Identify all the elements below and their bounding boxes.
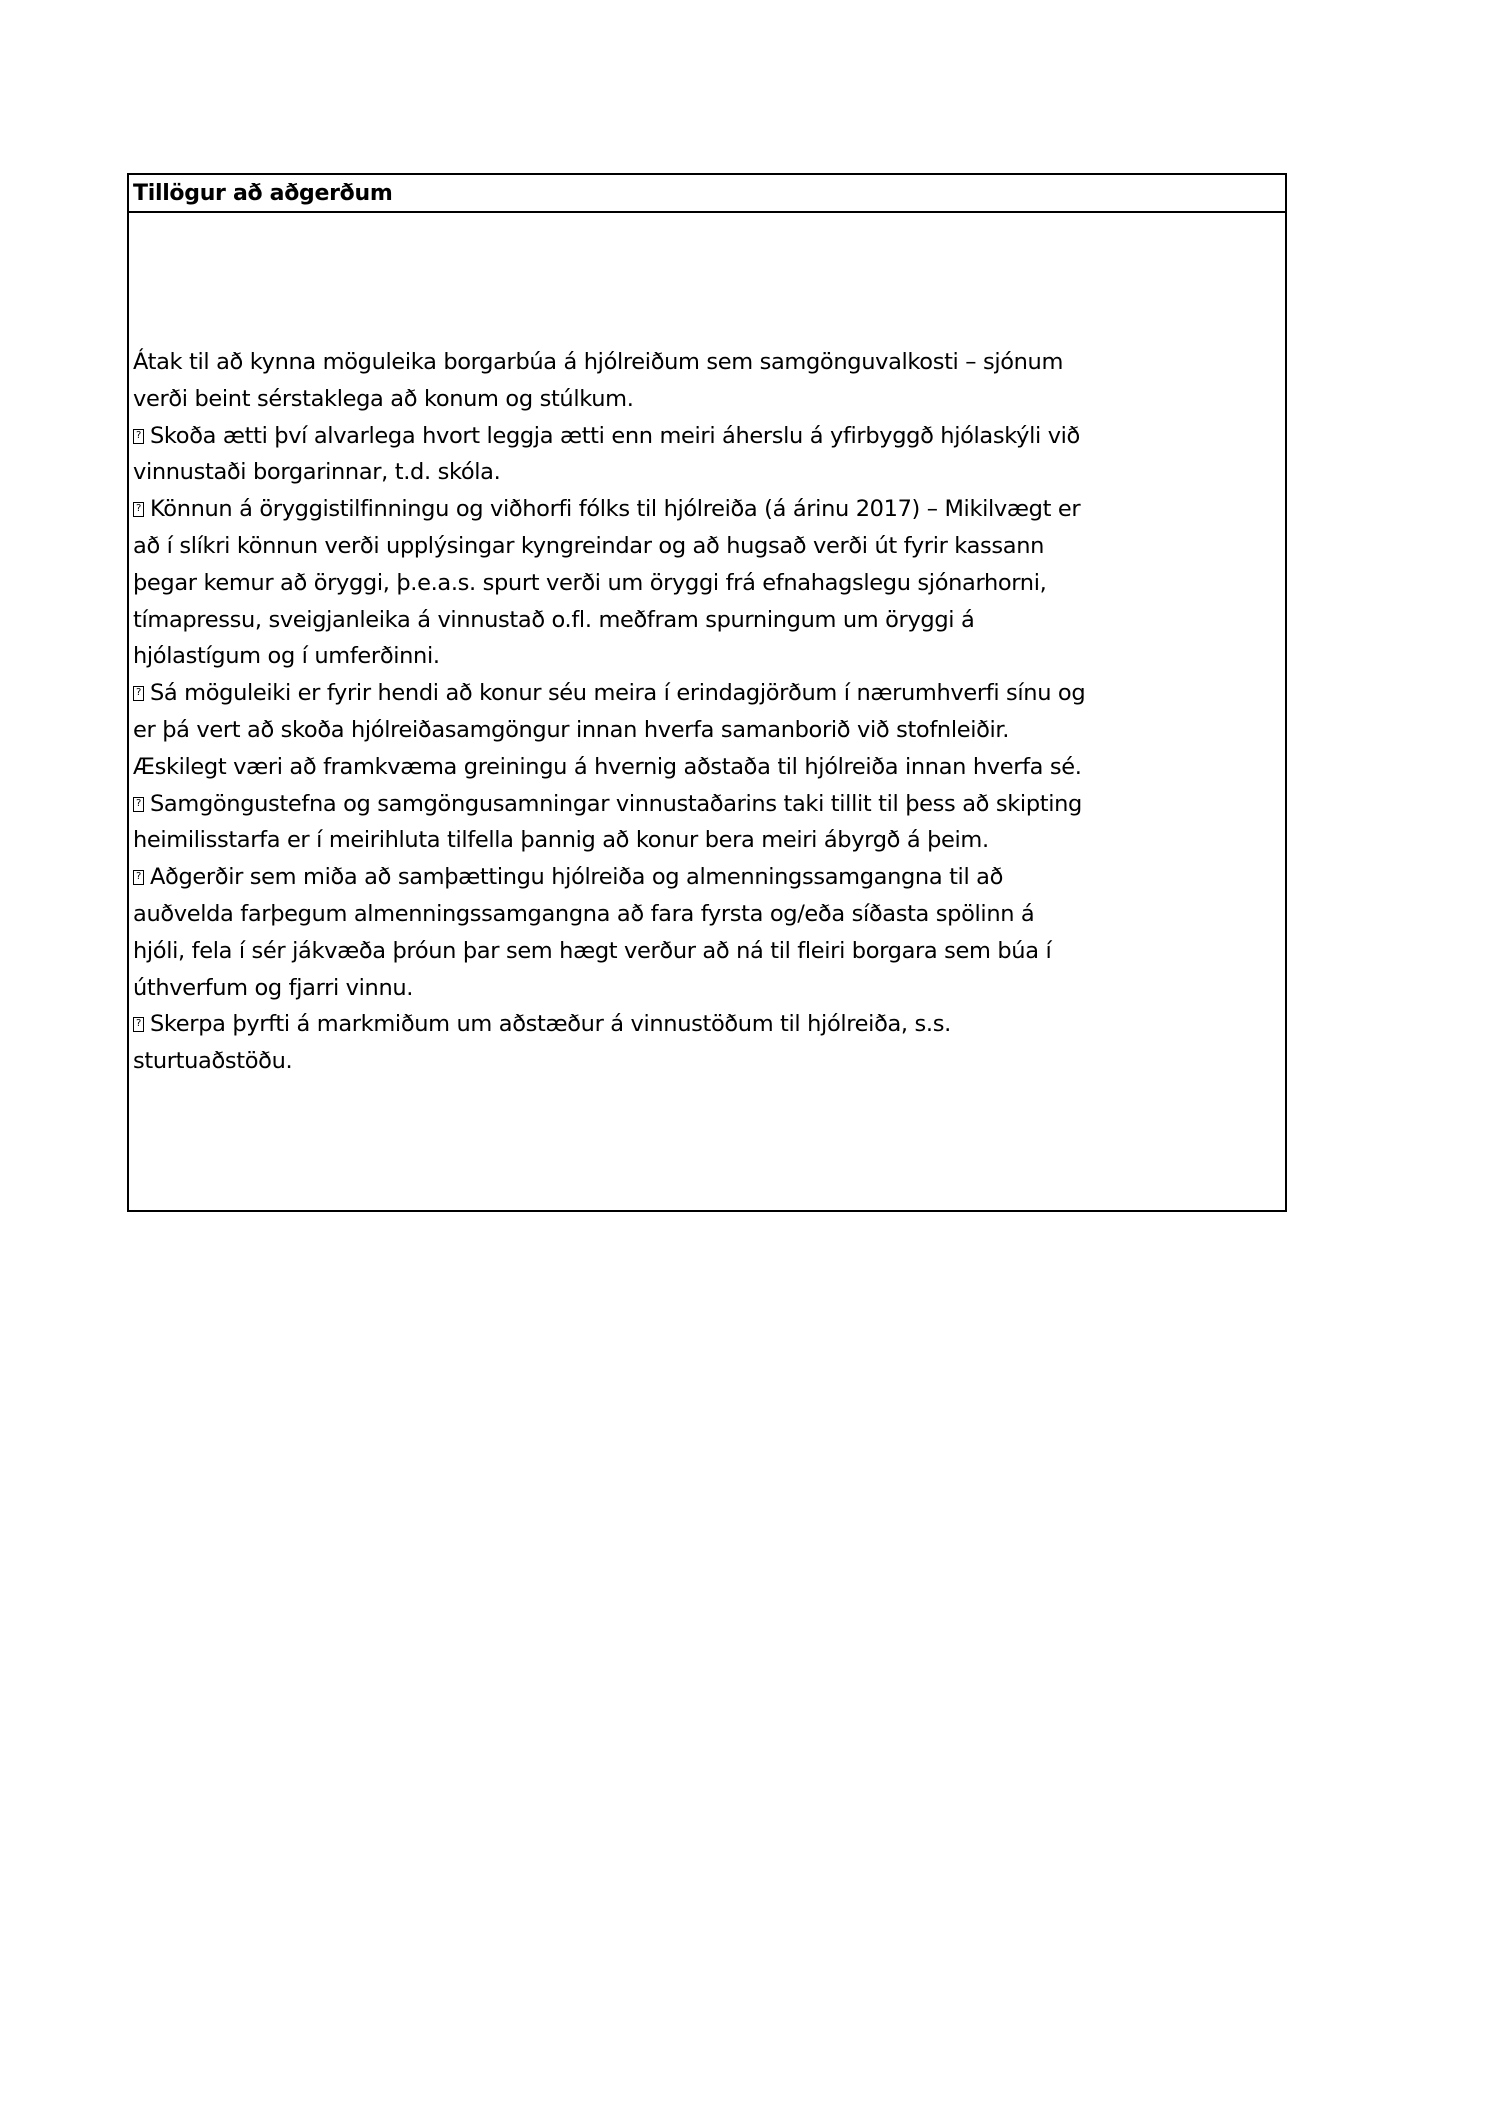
text-line xyxy=(133,491,1263,528)
missing-glyph-bullet-icon xyxy=(133,686,144,701)
table-body-cell xyxy=(129,213,1285,1211)
text-line xyxy=(133,381,1263,418)
text-line xyxy=(133,344,1263,381)
line-text: heimilisstarfa er í meirihluta tilfella þannig að konur bera meiri ábyrgð á þeim. xyxy=(133,827,989,854)
missing-glyph-bullet-icon xyxy=(133,1017,144,1032)
line-text: Aðgerðir sem miða að samþættingu hjólreiða og almenningssamgangna til að xyxy=(150,864,1004,891)
line-text: Átak til að kynna möguleika borgarbúa á hjólreiðum sem samgönguvalkosti – sjónum xyxy=(133,349,1064,375)
line-text: Könnun á öryggistilfinningu og viðhorfi fólks til hjólreiða (á árinu 2017) – Mikilvægt er xyxy=(150,496,1081,523)
line-text: vinnustaði borgarinnar, t.d. skóla. xyxy=(133,459,501,486)
text-line xyxy=(133,565,1263,602)
table-header-title: Tillögur að aðgerðum xyxy=(133,180,393,206)
proposals-text xyxy=(133,344,1263,1080)
line-text: Æskilegt væri að framkvæma greiningu á hvernig aðstaða til hjólreiða innan hverfa sé. xyxy=(133,753,1082,780)
line-text: verði beint sérstaklega að konum og stúlkum. xyxy=(133,385,634,412)
text-line xyxy=(133,859,1263,896)
line-text: hjólastígum og í umferðinni. xyxy=(133,643,440,670)
text-line xyxy=(133,822,1263,859)
line-text: þegar kemur að öryggi, þ.e.a.s. spurt verði um öryggi frá efnahagslegu sjónarhorni, xyxy=(133,569,1047,596)
missing-glyph-bullet-icon xyxy=(133,429,144,444)
text-line xyxy=(133,454,1263,491)
missing-glyph-bullet-icon xyxy=(133,870,144,885)
text-line xyxy=(133,1043,1263,1080)
line-text: Sá möguleiki er fyrir hendi að konur séu meira í erindagjörðum í nærumhverfi sínu og xyxy=(150,680,1086,707)
line-text: Skerpa þyrfti á markmiðum um aðstæður á vinnustöðum til hjólreiða, s.s. xyxy=(150,1011,951,1038)
text-line xyxy=(133,896,1263,933)
text-line xyxy=(133,786,1263,823)
line-text: hjóli, fela í sér jákvæða þróun þar sem hægt verður að ná til fleiri borgara sem búa í xyxy=(133,937,1052,964)
text-line xyxy=(133,638,1263,675)
text-line xyxy=(133,712,1263,749)
text-line xyxy=(133,602,1263,639)
line-text: Skoða ætti því alvarlega hvort leggja ætti enn meiri áherslu á yfirbyggð hjólaskýli við xyxy=(150,422,1080,449)
line-text: tímapressu, sveigjanleika á vinnustað o.fl. meðfram spurningum um öryggi á xyxy=(133,606,975,633)
missing-glyph-bullet-icon xyxy=(133,502,144,517)
text-line xyxy=(133,933,1263,970)
text-line xyxy=(133,749,1263,786)
proposals-table xyxy=(127,173,1287,1212)
text-line xyxy=(133,675,1263,712)
line-text: sturtuaðstöðu. xyxy=(133,1048,293,1075)
line-text: auðvelda farþegum almenningssamgangna að fara fyrsta og/eða síðasta spölinn á xyxy=(133,900,1035,927)
line-text: úthverfum og fjarri vinnu. xyxy=(133,974,414,1001)
text-line xyxy=(133,970,1263,1007)
line-text: er þá vert að skoða hjólreiðasamgöngur innan hverfa samanborið við stofnleiðir. xyxy=(133,716,1010,743)
table-header-cell xyxy=(129,175,1285,213)
text-line xyxy=(133,528,1263,565)
line-text: að í slíkri könnun verði upplýsingar kyngreindar og að hugsað verði út fyrir kassann xyxy=(133,532,1045,559)
text-line xyxy=(133,418,1263,455)
text-line xyxy=(133,1006,1263,1043)
line-text: Samgöngustefna og samgöngusamningar vinnustaðarins taki tillit til þess að skipting xyxy=(150,790,1082,817)
missing-glyph-bullet-icon xyxy=(133,797,144,812)
